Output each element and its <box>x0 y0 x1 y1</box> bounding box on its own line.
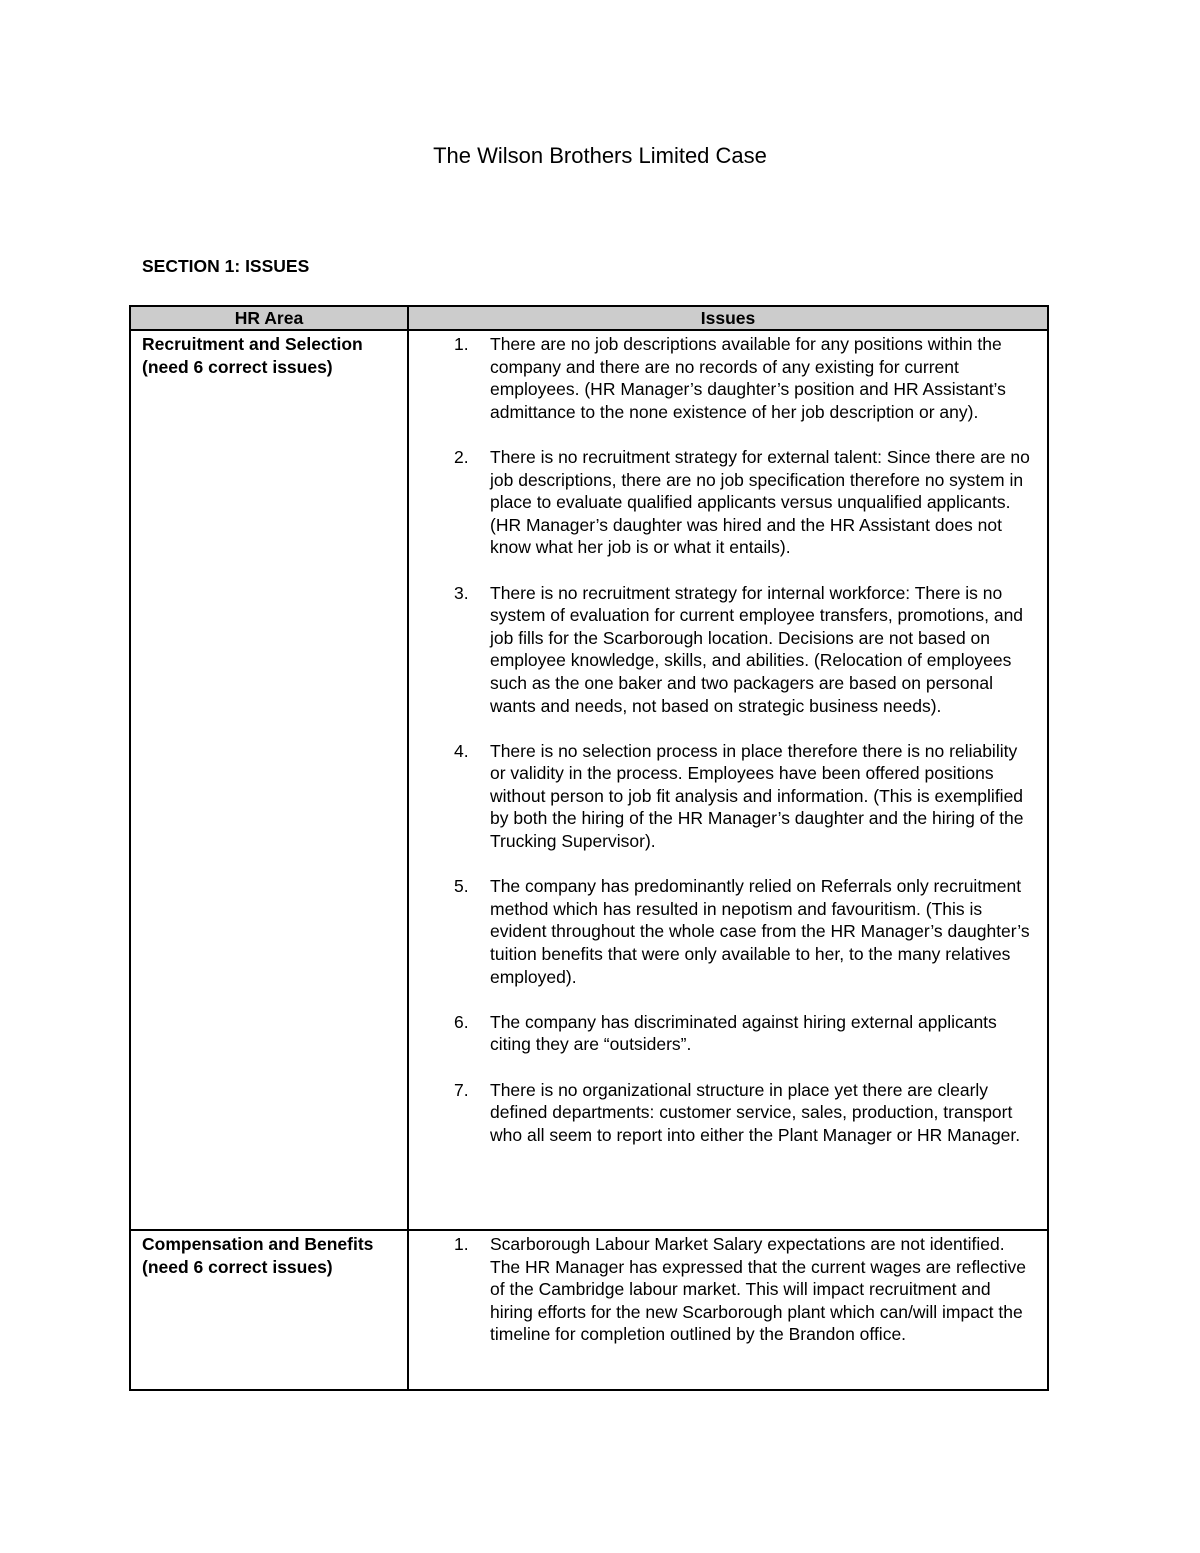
table-row-recruitment-selection <box>130 330 1048 1230</box>
issues-table <box>129 305 1049 1391</box>
issue-number: 5. <box>454 876 469 897</box>
hr-area-name: Compensation and Benefits <box>142 1234 374 1254</box>
hr-area-cell <box>130 330 408 1230</box>
issue-item <box>409 582 1037 718</box>
issue-number: 7. <box>454 1079 469 1100</box>
table-row-compensation-benefits <box>130 1230 1048 1390</box>
issue-number: 1. <box>454 1234 469 1254</box>
issue-item <box>409 446 1037 559</box>
header-issues: Issues <box>408 306 1048 330</box>
issue-number: 4. <box>454 740 469 761</box>
issue-item <box>409 740 1037 853</box>
issue-item <box>409 1011 1037 1056</box>
issue-item <box>409 1233 1037 1346</box>
issue-text: There are no job descriptions available for any positions within the company and there are no records of any existing for current employees. (HR Manager’s daughter’s position and HR Assistant’s admittance to the none existence of her job description or any). <box>490 334 1006 422</box>
issue-number: 2. <box>454 446 469 467</box>
issue-text: There is no organizational structure in place yet there are clearly defined departments: customer service, sales, production, transport who all seem to report into either the Plant Manager or HR Manager. <box>490 1079 1021 1145</box>
issue-number: 3. <box>454 582 469 603</box>
table-header-row <box>130 306 1048 330</box>
issue-text: There is no recruitment strategy for external talent: Since there are no job descriptions, there are no job specification therefore no system in place to evaluate qualified applicants versus unqualified applicants. (HR Manager’s daughter was hired and the HR Assistant does not know what her job is or what it entails). <box>490 446 1030 558</box>
issue-item <box>409 875 1037 988</box>
issue-text: Scarborough Labour Market Salary expectations are not identified. The HR Manager has expressed that the current wages are reflective of the Cambridge labour market. This will impact recruitment and hiring efforts for the new Scarborough plant which can/will impact the timeline for completion outlined by the Brandon office. <box>490 1234 1026 1345</box>
issues-cell <box>408 1230 1048 1390</box>
document-title: The Wilson Brothers Limited Case <box>433 143 767 168</box>
hr-area-cell <box>130 1230 408 1390</box>
section-heading: SECTION 1: ISSUES <box>142 256 310 276</box>
issue-text: There is no selection process in place therefore there is no reliability or validity in the process. Employees have been offered positions without person to job fit analysis and information. (This is exemplified by both the hiring of the HR Manager’s daughter and the hiring of the Trucking Supervisor). <box>490 740 1024 852</box>
issue-list <box>409 1233 1037 1346</box>
header-hr-area: HR Area <box>130 306 408 330</box>
issue-number: 6. <box>454 1011 469 1032</box>
issue-text: The company has discriminated against hiring external applicants citing they are “outsiders”. <box>490 1011 997 1055</box>
issue-text: There is no recruitment strategy for internal workforce: There is no system of evaluation for current employee transfers, promotions, and job fills for the Scarborough location. Decisions are not based on employee knowledge, skills, and abilities. (Relocation of employees such as the one baker and two packagers are based on personal wants and needs, not based on strategic business needs). <box>490 582 1024 716</box>
hr-area-name: Recruitment and Selection <box>142 334 363 354</box>
issue-item <box>409 1079 1037 1147</box>
issues-cell <box>408 330 1048 1230</box>
hr-area-requirement: (need 6 correct issues) <box>142 356 333 377</box>
issue-number: 1. <box>454 334 469 354</box>
hr-area-requirement: (need 6 correct issues) <box>142 1256 333 1277</box>
issue-item <box>409 333 1037 423</box>
issue-list <box>409 333 1037 1146</box>
issue-text: The company has predominantly relied on Referrals only recruitment method which has resulted in nepotism and favouritism. (This is evident throughout the whole case from the HR Manager’s daughter’s tuition benefits that were only available to her, to the many relatives employed). <box>490 876 1030 987</box>
